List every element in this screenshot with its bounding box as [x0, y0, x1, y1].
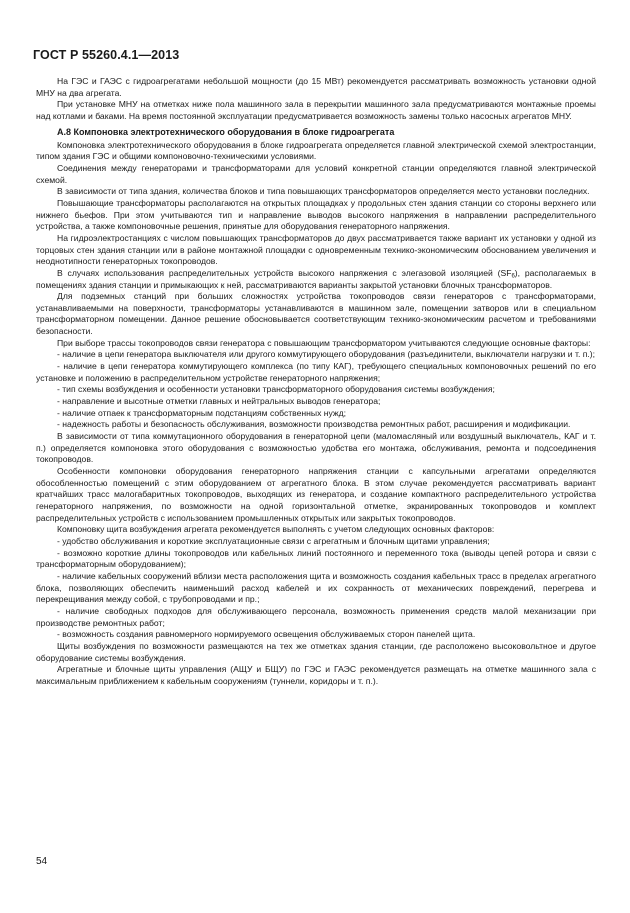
paragraph: В зависимости от типа коммутационного оборудования в генераторной цепи (маломасляный или воздушный выключатель, КАГ и т. п.) определяется компоновка этого оборудования с возможностью удобства его монтажа, обслуживания, ремонта и подсоединения токопроводов. — [36, 431, 596, 465]
paragraph-sf6 — [36, 268, 596, 291]
list-item: - надежность работы и безопасность обслуживания, возможности производства ремонтных работ, расширения и модификации. — [57, 419, 571, 430]
paragraph: При установке МНУ на отметках ниже пола машинного зала в перекрытии машинного зала предусматриваются монтажные проемы над котлами и баками. На время постоянной эксплуатации предусматривается возможность замены только насосных агрегатов МНУ. — [36, 99, 596, 121]
paragraph: Повышающие трансформаторы располагаются на открытых площадках у продольных стен здания станции со стороны верхнего или нижнего бьефов. При этом учитываются тип и направление выводов высокого напряжения в направлении распределительного устройства, а также компоновочные решения, принятые для оборудования генераторного напряжения. — [36, 197, 596, 232]
list-item: - возможность создания равномерного нормируемого освещения обслуживаемых сторон панелей щита. — [57, 629, 476, 640]
paragraph: На гидроэлектростанциях с числом повышающих трансформаторов до двух рассматривается также вариант их установки у одной из торцовых стен здания станции или в районе монтажной площадки с одновременным технико-экономическим обоснованием увеличения и неоднотипности генераторных токопроводов. — [36, 232, 596, 267]
paragraph: Агрегатные и блочные щиты управления (АЩУ и БЩУ) по ГЭС и ГАЭС рекомендуется размещать на отметке машинного зала с максимальным приближением к кабельным сооружениям (туннели, коридоры и т. п.). — [36, 664, 596, 686]
document-body — [36, 64, 596, 687]
paragraph: На ГЭС и ГАЭС с гидроагрегатами небольшой мощности (до 15 МВт) рекомендуется рассматривать возможность установки одной МНУ на два агрегата. — [36, 76, 596, 98]
spacer — [36, 64, 596, 76]
paragraph: Щиты возбуждения по возможности размещаются на тех же отметках здания станции, где расположено высоковольтное и другое оборудование системы возбуждения. — [36, 640, 596, 663]
list-item: - возможно короткие длины токопроводов или кабельных линий постоянного и переменного тока (выводы цепей ротора и связи с трансформаторным оборудованием); — [36, 547, 596, 570]
list-item: - наличие свободных подходов для обслуживающего персонала, возможность применения средств малой механизации при производстве ремонтных работ; — [36, 605, 596, 628]
document-id-header: ГОСТ Р 55260.4.1—2013 — [33, 48, 180, 62]
paragraph: В зависимости от типа здания, количества блоков и типа повышающих трансформаторов определяется место установки последних. — [57, 186, 590, 197]
paragraph: Для подземных станций при больших сложностях устройства токопроводов связи генераторов с трансформаторами, устанавливаемыми на поверхности, трансформаторы устанавливаются в машинном зале, помещении затворов или в специальном трансформаторном помещении. Данное решение обосновывается соответствующим технико-экономическим расчетом и требованиями безопасности. — [36, 291, 596, 337]
paragraph: При выборе трассы токопроводов связи генератора с повышающим трансформатором учитываются следующие основные факторы: — [57, 337, 591, 348]
list-item: - наличие отпаек к трансформаторным подстанциям собственных нужд; — [57, 407, 347, 418]
text-run: В случаях использования распределительных устройств высокого напряжения с элегазовой изоляцией (SF — [57, 267, 512, 278]
paragraph: Особенности компоновки оборудования генераторного напряжения станции с капсульными агрегатами определяются обособленностью помещений с этим оборудованием от агрегатного блока. В этом случае рекомендуется рассматривать вариант кратчайших трасс малогабаритных токопроводов, выходящих из генератора, и создание компактного распределительного устройства генераторного напряжения, по возможности на одной горизонтальной отметке, экранированных токопроводов и комплект распределительных устройств с использованием промышленных открытых или закрытых токопроводов. — [36, 466, 596, 523]
list-item: - наличие в цепи генератора выключателя или другого коммутирующего оборудования (разъединители, выключатели нагрузки и т. п.); — [57, 349, 596, 360]
list-item: - наличие в цепи генератора коммутирующего комплекса (по типу КАГ), требующего специальных компоновочных решений по его установке и положению в распределительном устройстве генераторного напряжения; — [36, 361, 596, 383]
list-item: - наличие кабельных сооружений вблизи места расположения щита и возможность создания кабельных трасс в пределах агрегатного блока, позволяющих обеспечить наименьший расход кабелей и их сохранность от механических повреждений, перегрева и перекрещивания между собой, с трубопроводами и пр.; — [36, 570, 596, 605]
list-item: - тип схемы возбуждения и особенности установки трансформаторного оборудования системы возбуждения; — [57, 384, 495, 395]
list-item: - удобство обслуживания и короткие эксплуатационные связи с агрегатным и блочным щитами управления; — [57, 535, 490, 546]
text-run: ), располагаемых в помещениях здания станции и примыкающих к ней, рассматриваются варианты закрытой установки блочных трансформаторов. — [36, 267, 596, 290]
paragraph: Компоновку щита возбуждения агрегата рекомендуется выполнять с учетом следующих основных факторов: — [57, 524, 495, 535]
subscript: 6 — [511, 273, 515, 280]
paragraph: Соединения между генераторами и трансформаторами для условий конкретной станции определяются главной электрической схемой. — [36, 162, 596, 185]
paragraph: Компоновка электротехнического оборудования в блоке гидроагрегата определяется главной электрической схемой электростанции, типом здания ГЭС и общими компоновочно-техническими условиями. — [36, 139, 596, 162]
section-heading: А.8 Компоновка электротехнического оборудования в блоке гидроагрегата — [57, 126, 395, 137]
page-number: 54 — [36, 856, 48, 867]
list-item: - направление и высотные отметки главных и нейтральных выводов генератора; — [57, 396, 381, 407]
